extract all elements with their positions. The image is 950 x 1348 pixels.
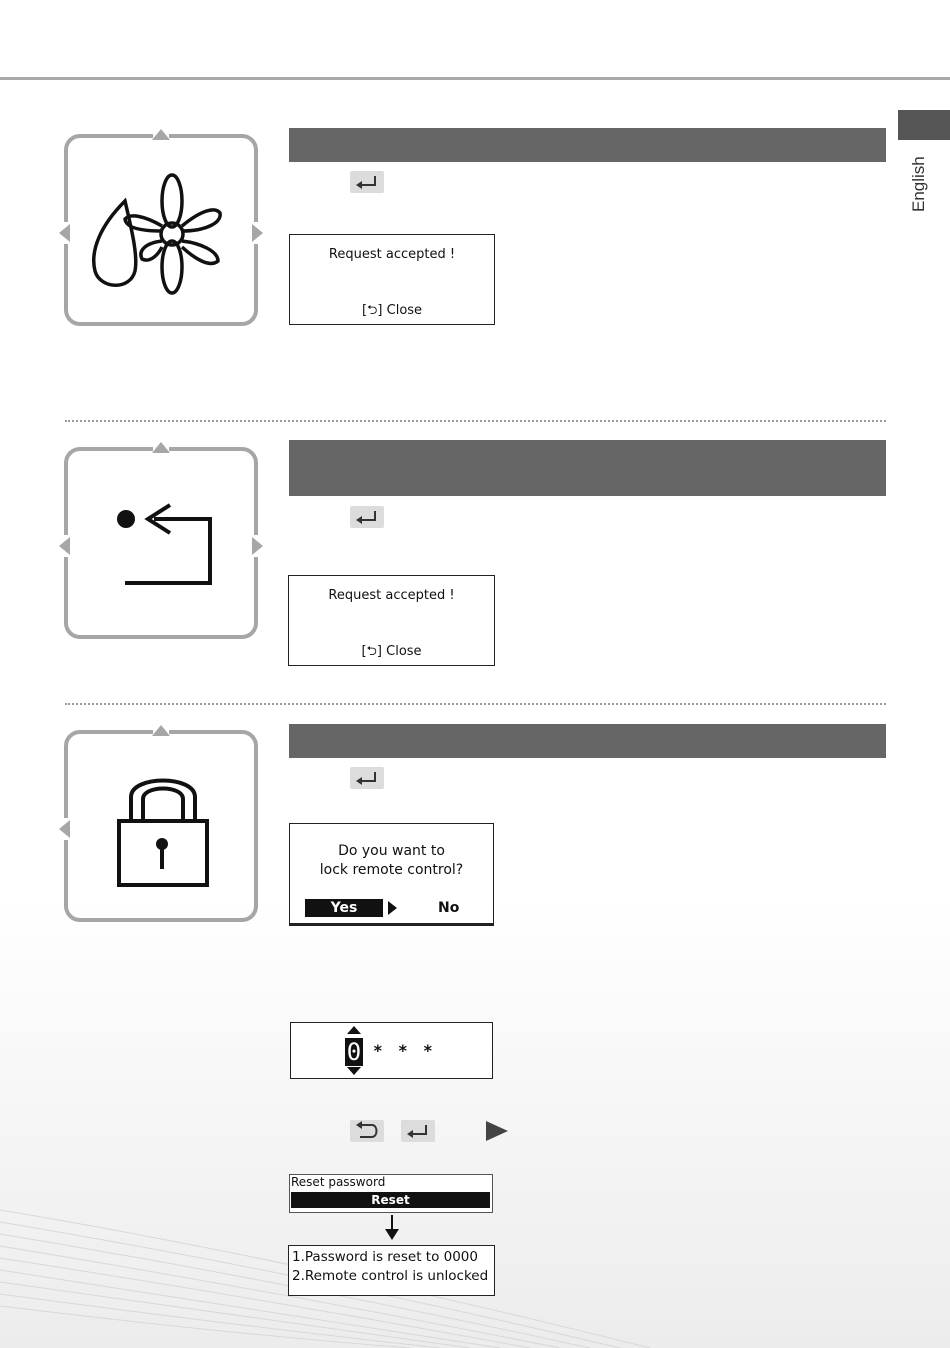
question-line-1: Do you want to xyxy=(338,843,445,859)
back-key-icon: [⮌] xyxy=(361,303,383,318)
return-icon xyxy=(110,499,220,589)
question-line-2: lock remote control? xyxy=(319,862,464,878)
enter-key xyxy=(350,767,384,789)
lock-icon xyxy=(115,767,211,892)
top-divider xyxy=(0,77,950,80)
result-line-1: 1.Password is reset to 0000 xyxy=(292,1249,478,1265)
request-accepted-screen-2 xyxy=(288,575,495,666)
selection-arrow-icon xyxy=(388,901,397,915)
back-key xyxy=(350,1120,384,1142)
down-arrow-icon xyxy=(384,1215,400,1241)
lcd-close-label: Close xyxy=(386,303,423,318)
enter-key xyxy=(401,1120,435,1142)
fan-icon xyxy=(90,171,230,296)
password-entry-screen xyxy=(290,1022,493,1079)
back-key-icon: [⮌] xyxy=(361,644,382,659)
fan-icon-frame xyxy=(55,126,267,326)
enter-key-icon xyxy=(401,1120,435,1142)
lock-icon-frame xyxy=(55,722,267,922)
lcd-close-row xyxy=(289,642,494,664)
enter-key-icon xyxy=(350,767,384,789)
password-mask: * xyxy=(398,1041,408,1060)
password-digit: 0 xyxy=(346,1038,362,1066)
password-mask: * xyxy=(373,1041,383,1060)
section2-header-bar xyxy=(289,440,886,496)
enter-key xyxy=(350,506,384,528)
language-label: English xyxy=(909,156,928,212)
enter-key xyxy=(350,171,384,193)
enter-key-icon xyxy=(350,171,384,193)
lcd-close-row xyxy=(290,301,494,323)
lcd-close-label: Close xyxy=(386,644,422,659)
no-option: No xyxy=(438,900,460,916)
reset-menu-title: Reset password xyxy=(291,1175,386,1189)
section3-header-bar xyxy=(289,724,886,758)
section-divider-2 xyxy=(65,703,886,705)
password-mask: * xyxy=(423,1041,433,1060)
reset-result-screen xyxy=(288,1245,495,1296)
enter-key-icon xyxy=(350,506,384,528)
back-key-icon xyxy=(350,1120,384,1142)
reset-selected-item: Reset xyxy=(291,1192,490,1208)
section1-header-bar xyxy=(289,128,886,162)
request-accepted-screen-1 xyxy=(289,234,495,325)
reset-password-menu xyxy=(289,1174,493,1213)
result-line-2: 2.Remote control is unlocked xyxy=(292,1268,489,1284)
digit-up-arrow-icon xyxy=(346,1026,362,1036)
lcd-message: Request accepted ! xyxy=(328,247,456,262)
lcd-message: Request accepted ! xyxy=(328,588,455,603)
lock-confirm-dialog xyxy=(289,823,494,926)
return-icon-frame xyxy=(55,439,267,639)
section-divider-1 xyxy=(65,420,886,422)
yes-option: Yes xyxy=(305,899,383,917)
right-arrow-icon xyxy=(483,1120,509,1142)
digit-down-arrow-icon xyxy=(346,1067,362,1077)
language-tab xyxy=(898,110,950,140)
